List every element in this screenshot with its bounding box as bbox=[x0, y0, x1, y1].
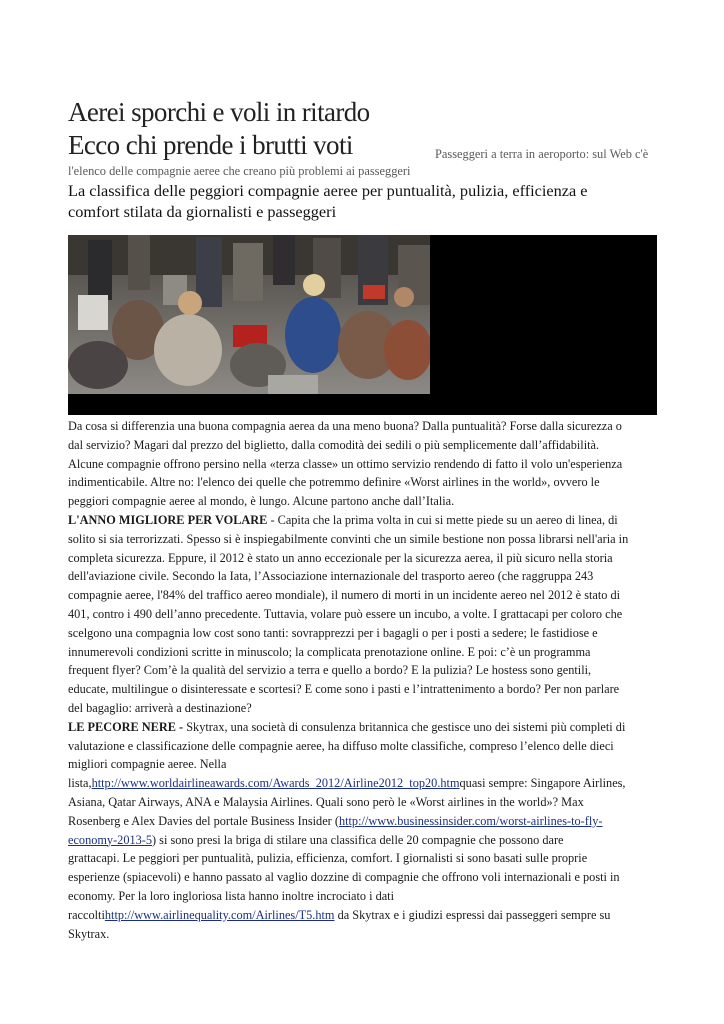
article-subtitle bbox=[68, 180, 658, 222]
body-line: compagnie aeree, l'84% del traffico aereo mondiale), il numero di morti in un incidente aereo nel 2012 è stato di bbox=[68, 588, 621, 603]
passengers-photo-image bbox=[68, 235, 430, 394]
body-line: 401, contro i 490 dell’anno precedente. Tuttavia, volare può essere un incubo, a volte. I grattacapi per coloro che bbox=[68, 606, 623, 621]
body-line bbox=[68, 812, 658, 831]
article-body bbox=[68, 417, 658, 943]
title-line: Ecco chi prende i brutti voti bbox=[68, 130, 353, 160]
body-text: Rosenberg e Alex Davies del portale Business Insider ( bbox=[68, 813, 339, 828]
body-line: completa sicurezza. Eppure, il 2012 è stato un anno eccezionale per la sicurezza aerea, il più sicuro nella storia bbox=[68, 550, 613, 565]
airlinequality-link[interactable]: http://www.airlinequality.com/Airlines/T5.htm bbox=[104, 907, 335, 922]
body-line: scelgono una compagnia low cost sono tanti: sovrapprezzi per i bagagli o per i posti a sedere; le fastidiose e bbox=[68, 625, 598, 640]
section-heading: L'ANNO MIGLIORE PER VOLARE bbox=[68, 512, 268, 527]
subtitle-line: La classifica delle peggiori compagnie aeree per puntualità, pulizia, efficienza e bbox=[68, 181, 588, 200]
section-line bbox=[68, 511, 658, 530]
body-line: esperienze (spiacevoli) e hanno passato al vaglio dozzine di compagnie che offrono voli internazionali e posti in bbox=[68, 870, 620, 885]
body-line: Da cosa si differenzia una buona compagnia aerea da una meno buona? Dalla puntualità? Forse dalla sicurezza o bbox=[68, 419, 622, 433]
body-line: grattacapi. Le peggiori per puntualità, pulizia, efficienza, comfort. I giornalisti si sono basati sulle proprie bbox=[68, 851, 588, 866]
article-figure bbox=[68, 235, 657, 415]
caption-line: l'elenco delle compagnie aeree che creano più problemi ai passeggeri bbox=[68, 164, 411, 178]
body-line: frequent flyer? Com’è la qualità del servizio a terra e quello a bordo? E la pulizia? Le hostess sono gentili, bbox=[68, 663, 592, 678]
body-line bbox=[68, 774, 658, 793]
body-line: indimenticabile. Altre no: l'elenco dei quelle che potremmo definire «Worst airlines in the world», ovvero le bbox=[68, 475, 600, 490]
subtitle-line: comfort stilata da giornalisti e passeggeri bbox=[68, 202, 337, 221]
body-line: solito si sia terrorizzati. Spesso si è inspiegabilmente convinti che un simile bestione non possa librarsi nell'aria in bbox=[68, 531, 629, 546]
body-text: da Skytrax e i giudizi espressi dai passeggeri sempre su bbox=[334, 907, 611, 922]
body-line: innumerevoli condizioni scritte in minuscolo; la complicata prenotazione online. E poi: c’è un programma bbox=[68, 644, 591, 659]
body-line: Skytrax. bbox=[68, 926, 110, 941]
body-line: economy. Per la loro ingloriosa lista hanno inoltre incrociato i dati bbox=[68, 888, 395, 903]
section-line bbox=[68, 718, 658, 737]
body-line: Asiana, Qatar Airways, ANA e Malaysia Airlines. Quali sono però le «Worst airlines in the world»? Max bbox=[68, 794, 584, 809]
businessinsider-link[interactable]: http://www.businessinsider.com/worst-airlines-to-fly- bbox=[338, 813, 603, 828]
worldairlineawards-link[interactable]: http://www.worldairlineawards.com/Awards_2012/Airline2012_top20.htm bbox=[91, 776, 460, 791]
body-line bbox=[68, 831, 658, 850]
title-line: Aerei sporchi e voli in ritardo bbox=[68, 97, 370, 127]
body-text: lista, bbox=[68, 776, 92, 791]
body-line: valutazione e classificazione delle compagnie aeree, ha diffuso molte classifiche, compreso l’elenco delle dieci bbox=[68, 738, 614, 753]
body-line: dal servizio? Magari dal prezzo del biglietto, dalla comodità dei sedili o più semplicemente dall’affidabilità. bbox=[68, 437, 600, 452]
body-line: educate, multilingue o disinteressate e scortesi? E come sono i pasti e l’intrattenimento a bordo? Per non parlare bbox=[68, 682, 620, 697]
body-text: quasi sempre: Singapore Airlines, bbox=[459, 776, 626, 791]
body-line: dell'aviazione civile. Secondo la Iata, l’Associazione internazionale del trasporto aereo (che raggruppa 243 bbox=[68, 569, 594, 584]
businessinsider-link-continued[interactable]: economy-2013-5 bbox=[68, 832, 153, 847]
photo-caption bbox=[68, 146, 657, 180]
passengers-photo bbox=[68, 235, 430, 394]
section-heading: LE PECORE NERE - bbox=[68, 719, 184, 734]
body-line: peggiori compagnie aeree al mondo, è lungo. Alcune partono anche dall’Italia. bbox=[68, 494, 455, 509]
body-text: Skytrax, una società di consulenza britannica che gestisce uno dei sistemi più completi di bbox=[183, 719, 626, 734]
caption-line: Passeggeri a terra in aeroporto: sul Web c'è bbox=[435, 147, 649, 161]
body-text: ) si sono presi la briga di stilare una classifica delle 20 compagnie che possono dare bbox=[152, 832, 564, 847]
body-line: migliori compagnie aeree. Nella bbox=[68, 757, 227, 772]
body-line bbox=[68, 906, 658, 925]
body-text: raccolti bbox=[68, 907, 105, 922]
body-line: Alcune compagnie offrono persino nella «terza classe» un ottimo servizio rendendo di fatto il volo un'esperienza bbox=[68, 456, 623, 471]
body-line: del bagaglio: arriverà a destinazione? bbox=[68, 700, 252, 715]
body-text: - Capita che la prima volta in cui si mette piede su un aereo di linea, di bbox=[267, 512, 618, 527]
